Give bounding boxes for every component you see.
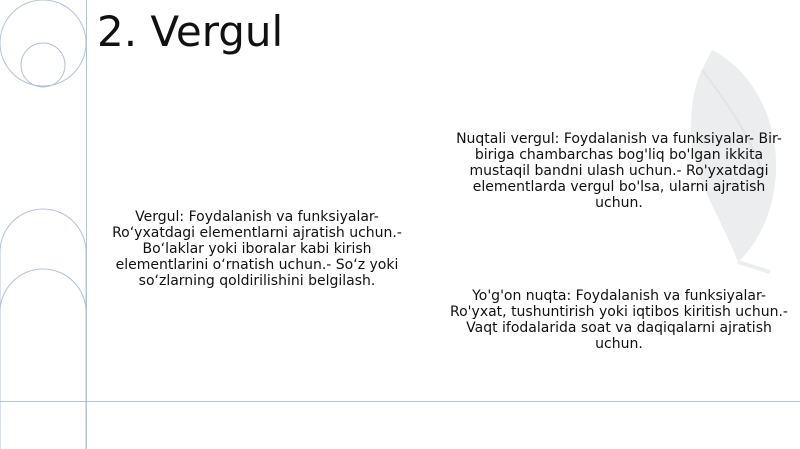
vergul-text-block: Vergul: Foydalanish va funksiyalar- Ro‘yxatdagi elementlarni ajratish uchun.- Bo‘laklar yoki iboralar kabi kirish elementlarini o‘rnatish uchun.- So‘z yoki so‘zlarning qoldirilishini belgilash. — [112, 209, 402, 289]
top-small-circle — [21, 43, 65, 87]
slide-title: 2. Vergul — [97, 7, 284, 56]
lower-arch — [0, 269, 86, 312]
upper-arch — [0, 209, 86, 449]
nuqtali-vergul-text-block: Nuqtali vergul: Foydalanish va funksiyalar- Bir-biriga chambarchas bog'liq bo'lgan ikkita mustaqil bandni ulash uchun.- Ro'yxatdagi elementlarda vergul bo'lsa, ularni ajratish uchun. — [456, 131, 782, 211]
yogon-nuqta-text-block: Yo'g'on nuqta: Foydalanish va funksiyalar- Ro'yxat, tushuntirish yoki iqtibos kiritish uchun.- Vaqt ifodalarida soat va daqiqalarni ajratish uchun. — [450, 288, 788, 352]
